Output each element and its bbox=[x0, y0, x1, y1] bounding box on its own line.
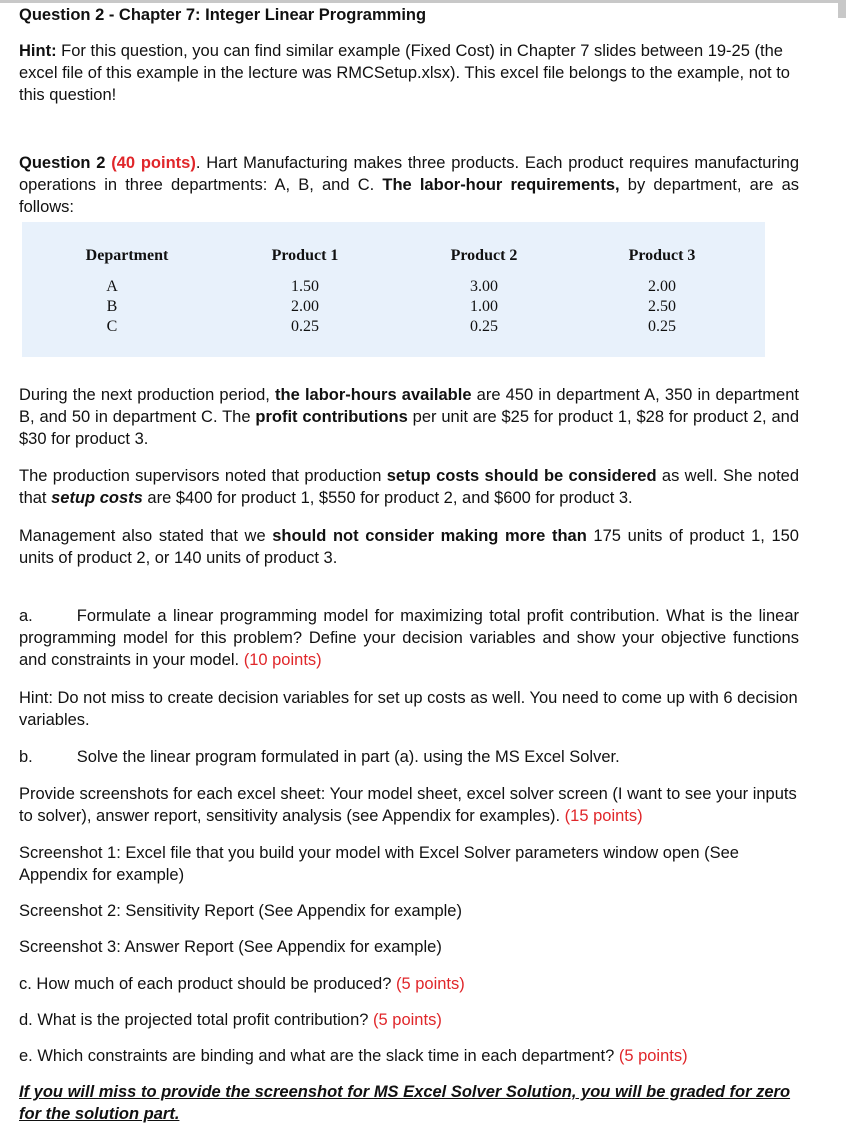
top-border bbox=[0, 0, 838, 3]
part-c bbox=[19, 973, 799, 995]
part-b-provide-text: Provide screenshots for each excel sheet: Your model sheet, excel solver screen (I want to see your inputs to solver), answer report, sensitivity analysis (see Appendix for examples). bbox=[19, 785, 797, 825]
screenshot-1: Screenshot 1: Excel file that you build your model with Excel Solver parameters window open (See Appendix for example) bbox=[19, 844, 739, 884]
part-c-text: c. How much of each product should be produced? bbox=[19, 975, 396, 993]
header-product-1: Product 1 bbox=[271, 247, 339, 264]
department-column: A B C bbox=[106, 278, 118, 335]
part-e-text: e. Which constraints are binding and what are the slack time in each department? bbox=[19, 1047, 619, 1065]
footer-warning: If you will miss to provide the screenshot for MS Excel Solver Solution, you will be graded for zero for the solution part. bbox=[19, 1083, 791, 1123]
labor-text-3: per unit are $25 for product 1, $28 for product 2, and $30 for product 3. bbox=[19, 408, 799, 448]
labor-hours-table bbox=[22, 222, 765, 357]
part-b-provide bbox=[19, 783, 799, 827]
part-e-points: (5 points) bbox=[618, 1047, 688, 1065]
labor-text-2: are 450 in department A, 350 in department B, and 50 in department C. The bbox=[19, 386, 799, 426]
setup-text-1: The production supervisors noted that production bbox=[19, 467, 387, 485]
header-department: Department bbox=[85, 247, 169, 264]
part-a-text: Formulate a linear programming model for maximizing total profit contribution. What is the linear programming model for this problem? Define your decision variables and show your objective functions and constraints in your model. bbox=[19, 607, 799, 669]
intro-bold: The labor-hour requirements, bbox=[382, 176, 620, 194]
scrollbar-stub bbox=[838, 0, 846, 18]
part-b-text: Solve the linear program formulated in part (a). using the MS Excel Solver. bbox=[76, 748, 620, 766]
setup-paragraph bbox=[19, 465, 799, 509]
hint-paragraph bbox=[19, 40, 799, 106]
labor-paragraph bbox=[19, 384, 799, 450]
part-b bbox=[19, 746, 799, 768]
part-c-points: (5 points) bbox=[395, 975, 465, 993]
part-a-points: (10 points) bbox=[243, 651, 322, 669]
part-a-label: a. bbox=[19, 607, 33, 625]
part-d-text: d. What is the projected total profit contribution? bbox=[19, 1011, 374, 1029]
mgmt-text-1: Management also stated that we bbox=[19, 527, 273, 545]
question-label: Question 2 bbox=[19, 154, 106, 172]
part-d bbox=[19, 1009, 799, 1031]
hint-label: Hint: bbox=[19, 42, 57, 60]
product-3-column: 2.00 2.50 0.25 bbox=[648, 278, 676, 335]
setup-text-2: as well. She noted that bbox=[19, 467, 800, 507]
header-product-2: Product 2 bbox=[450, 247, 518, 264]
mgmt-bold: should not consider making more than bbox=[272, 527, 587, 545]
intro-text-1: . Hart Manufacturing makes three products. Each product requires manufacturing operations in three departments: A, B, and C. bbox=[19, 154, 799, 194]
labor-text-1: During the next production period, bbox=[19, 386, 276, 404]
hint-text: For this question, you can find similar example (Fixed Cost) in Chapter 7 slides between 19-25 (the excel file of this example in the lecture was RMCSetup.xlsx). This excel file belongs to the example, not to this question! bbox=[19, 42, 790, 104]
part-b-points: (15 points) bbox=[564, 807, 643, 825]
product-2-column: 3.00 1.00 0.25 bbox=[470, 278, 498, 335]
management-paragraph bbox=[19, 525, 799, 569]
screenshot-3: Screenshot 3: Answer Report (See Appendix for example) bbox=[19, 938, 442, 956]
part-e bbox=[19, 1045, 799, 1067]
screenshot-2: Screenshot 2: Sensitivity Report (See Appendix for example) bbox=[19, 902, 462, 920]
part-d-points: (5 points) bbox=[373, 1011, 442, 1029]
part-a bbox=[19, 605, 799, 671]
setup-bold-italic: setup costs bbox=[51, 489, 143, 507]
header-product-3: Product 3 bbox=[628, 247, 696, 264]
part-b-label: b. bbox=[19, 748, 33, 766]
mgmt-text-2: 175 units of product 1, 150 units of product 2, or 140 units of product 3. bbox=[19, 527, 799, 567]
setup-bold: setup costs should be considered bbox=[386, 467, 657, 485]
page-title: Question 2 - Chapter 7: Integer Linear Programming bbox=[19, 6, 427, 24]
question-points: (40 points) bbox=[111, 154, 196, 172]
labor-bold-2: profit contributions bbox=[255, 408, 408, 426]
part-a-hint: Hint: Do not miss to create decision variables for set up costs as well. You need to come up with 6 decision variables. bbox=[19, 689, 798, 729]
intro-text-2: by department, are as follows: bbox=[19, 176, 799, 216]
setup-text-3: are $400 for product 1, $550 for product 2, and $600 for product 3. bbox=[142, 489, 633, 507]
question-intro bbox=[19, 152, 799, 218]
product-1-column: 1.50 2.00 0.25 bbox=[291, 278, 319, 335]
labor-bold-1: the labor-hours available bbox=[275, 386, 472, 404]
